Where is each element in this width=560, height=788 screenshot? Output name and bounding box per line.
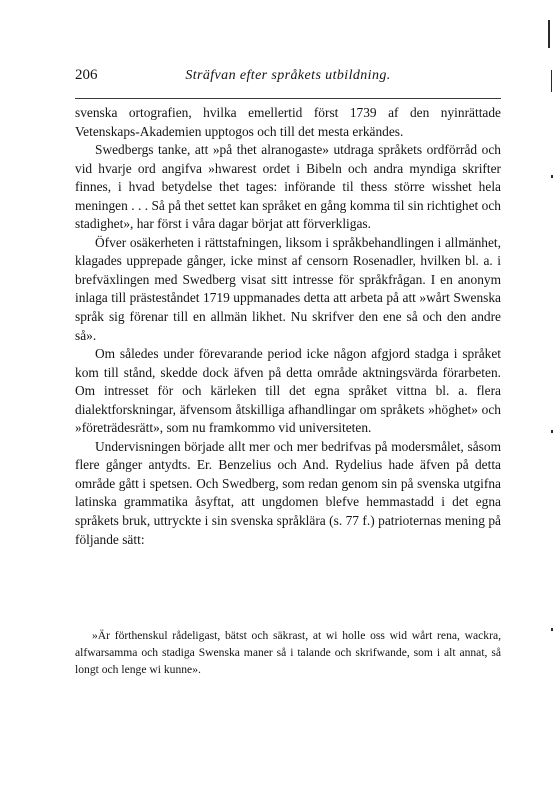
body-text [75,104,501,549]
paragraph: Undervisningen började allt mer och mer bedrifvas på modersmålet, såsom flere gånger antydts. Er. Benzelius och And. Rydelius hade äfven på detta område gått i spetsen. Och Swedberg, som redan genom sin på svenska utgifna latinska grammatika åsyftat, att ungdomen blefve hemmastadd i det egna språkets bruk, uttryckte i sin svenska språklära (s. 77 f.) patrioternas mening på följande sätt: [75,438,501,547]
paragraph: Öfver osäkerheten i rättstafningen, liksom i språkbehandlingen i allmänhet, klagades upprepade gånger, icke minst af censorn Rosenadler, hvilken bl. a. i brefväxlingen med Swedberg visat sitt intresse för språkfrågan. I en anonym inlaga till prästeståndet 1719 uppmanades detta att arbeta på att »wårt Swenska språk sig förenar till en allmän likhet. Nu skrifver den ene så och den andre så». [75,234,501,343]
block-quote [75,627,501,678]
scan-edge-mark [548,20,550,48]
page-header [75,67,501,87]
scan-edge-mark [551,175,553,178]
page-number: 206 [75,67,98,83]
paragraph: Swedbergs tanke, att »på thet alranogaste» utdraga språkets ordförråd och vid hvarje ord angifva »hwarest ordet i Bibeln och andra myndiga skrifter finnes, i hvad betydelse thet tages: införande til thess större wisshet hela meningen . . . Så på thet settet kan språket en gång komma til sin richtighet och stadighet», har först i våra dagar börjat att förverkligas. [75,142,501,232]
header-rule [75,98,501,99]
scan-edge-mark [551,430,553,433]
paragraph-continuation: svenska ortografien, hvilka emellertid först 1739 af den nyinrättade Vetenskaps-Akademien upptogos och till det mesta erkändes. [75,105,501,139]
running-title: Sträfvan efter språkets utbildning. [185,68,391,83]
paragraph: Om således under förevarande period icke någon afgjord stadga i språket kom till stånd, skedde dock äfven på detta område aktningsvärda förarbeten. Om intresset för och kärleken till det egna språket vittna bl. a. flera dialektforskningar, äfvensom åtskilliga afhandlingar om språkets »höghet» och »företrädesrätt», som nu framkommo vid universiteten. [75,346,501,436]
scan-edge-mark [551,70,552,92]
quote-text: »Är förthenskul rådeligast, bätst och säkrast, at wi holle oss wid wårt rena, wackra, alfwarsamma och stadiga Swenska maner så i talande och skrifwande, som i alt annat, så longt och lenge wi kunne». [75,629,501,676]
scan-edge-mark [551,628,553,631]
